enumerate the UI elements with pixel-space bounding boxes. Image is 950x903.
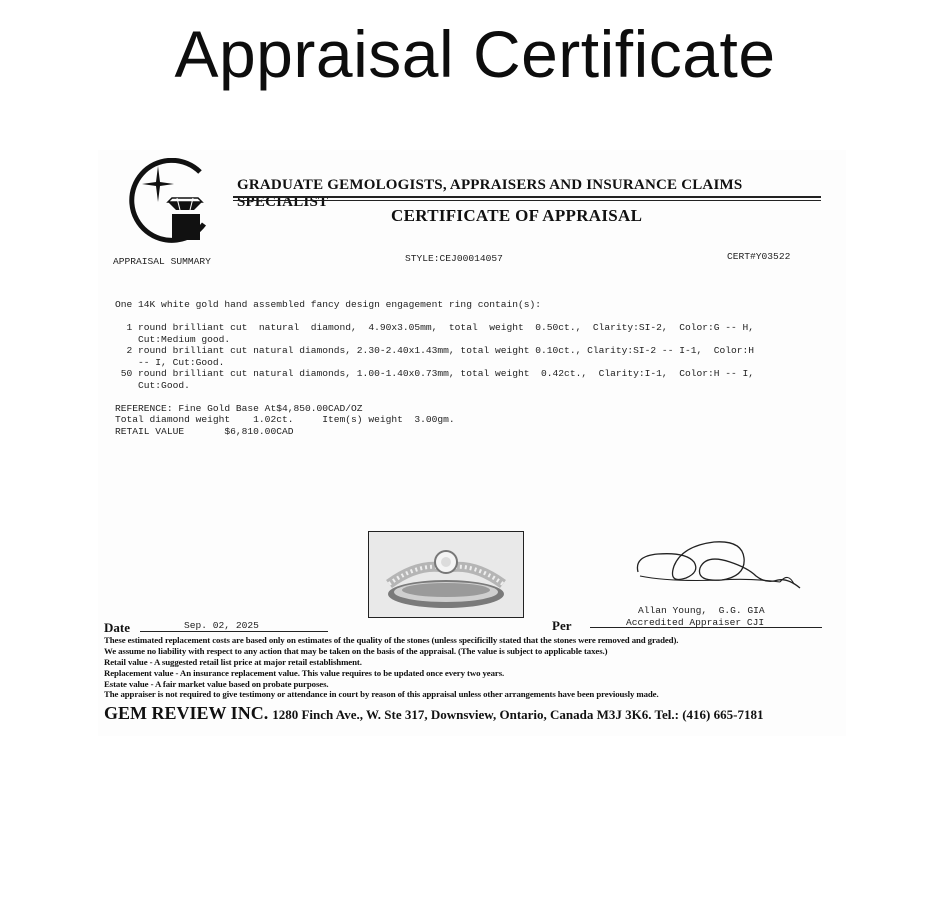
date-value: Sep. 02, 2025 [184,620,259,631]
header-rule-thin [233,200,821,201]
cert-number: CERT#Y03522 [727,251,791,262]
company-footer [104,703,763,724]
signature-mark [630,532,810,602]
appraiser-name: Allan Young, G.G. GIA [638,605,765,616]
ring-image [369,532,523,617]
total-weight-line: Total diamond weight 1.02ct. Item(s) weight 3.00gm. [115,414,455,425]
item-line: -- I, Cut:Good. [115,357,225,368]
company-name: GEM REVIEW INC. [104,703,269,723]
company-address: 1280 Finch Ave., W. Ste 317, Downsview, Ontario, Canada M3J 3K6. Tel.: (416) 665-7181 [272,707,764,722]
item-line: Cut:Medium good. [115,334,231,345]
per-underline [590,627,822,628]
reference-line: REFERENCE: Fine Gold Base At$4,850.00CAD/OZ [115,403,363,414]
per-label: Per [552,618,572,633]
item-intro: One 14K white gold hand assembled fancy design engagement ring contain(s): [115,299,542,310]
item-line: 1 round brilliant cut natural diamond, 4.90x3.05mm, total weight 0.50ct., Clarity:SI-2, Color:G -- H, [115,322,755,333]
fine-print-line: The appraiser is not required to give testimony or attendance in court by reason of this appraisal unless other arrangements have been previously made. [104,689,659,699]
date-underline [140,631,328,632]
fine-print-line: Retail value - A suggested retail list price at major retail establishment. [104,657,362,667]
header-line: GRADUATE GEMOLOGISTS, APPRAISERS AND INSURANCE CLAIMS SPECIALIST [237,177,743,210]
fine-print-line: We assume no liability with respect to any action that may be taken on the basis of the appraisal. (The value is subject to applicable taxes.) [104,646,608,656]
page-title: Appraisal Certificate [174,17,776,91]
item-line: Cut:Good. [115,380,190,391]
appraiser-title: Accredited Appraiser CJI [626,617,765,628]
certificate-title: CERTIFICATE OF APPRAISAL [391,206,643,225]
item-line: 2 round brilliant cut natural diamonds, 2.30-2.40x1.43mm, total weight 0.10ct., Clarity:SI-2 -- I-1, Color:H [115,345,755,356]
date-label: Date [104,620,130,635]
fine-print-line: These estimated replacement costs are based only on estimates of the quality of the stones (unless specificilly stated that the stones were removed and graded). [104,635,679,645]
header-rule [233,196,821,198]
retail-value-line: RETAIL VALUE $6,810.00CAD [115,426,294,437]
ring-photo [368,531,524,618]
style-number: STYLE:CEJ00014057 [405,253,503,264]
gem-logo-icon [122,158,212,248]
fine-print-line: Estate value - A fair market value based on probate purposes. [104,679,329,689]
fine-print-line: Replacement value - An insurance replacement value. This value requires to be updated once every two years. [104,668,505,678]
item-line: 50 round brilliant cut natural diamonds, 1.00-1.40x0.73mm, total weight 0.42ct., Clarity:I-1, Color:H -- I, [115,368,755,379]
summary-label: APPRAISAL SUMMARY [113,256,211,267]
